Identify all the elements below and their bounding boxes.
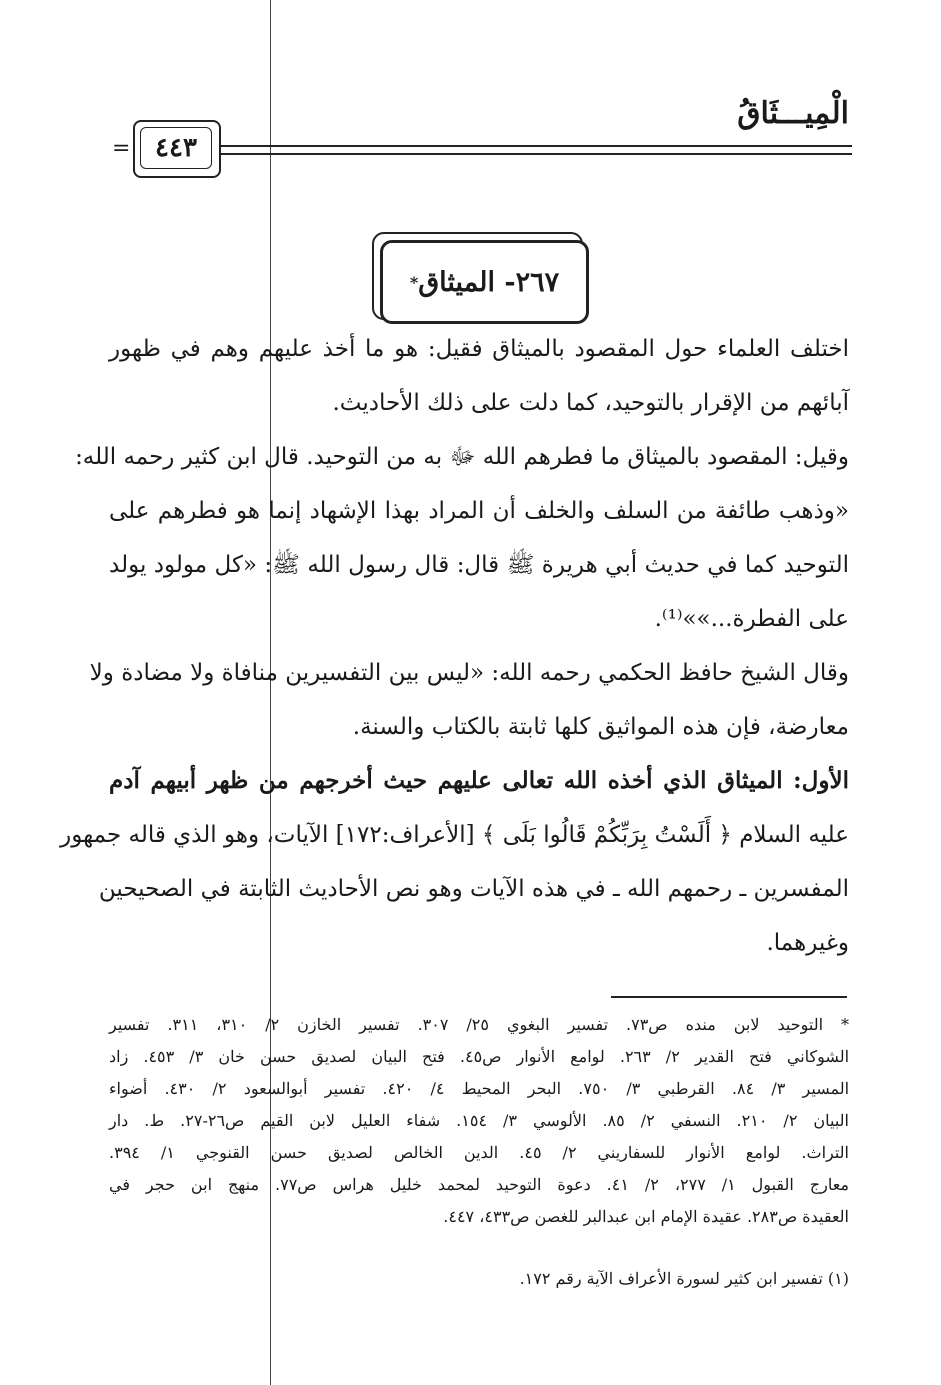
header-rule-top (219, 145, 852, 147)
body-line: وغيرهما. (766, 930, 849, 956)
body-line: اختلف العلماء حول المقصود بالميثاق فقيل: هو ما أخذ عليهم وهم في ظهور (109, 336, 849, 362)
chapter-title-marker: * (409, 272, 419, 292)
body-line: معارضة، فإن هذه المواثيق كلها ثابتة بالكتاب والسنة. (352, 714, 849, 740)
body-line: التوحيد كما في حديث أبي هريرة ﷺ قال: قال رسول الله ﷺ: «كل مولود يولد (109, 552, 849, 578)
chapter-title: ٢٦٧- الميثاق (418, 266, 560, 298)
footnote-line: * التوحيد لابن منده ص٧٣. تفسير البغوي ٢٥/ ٣٠٧. تفسير الخازن ٢/ ٣١٠، ٣١١. تفسير (109, 1015, 849, 1034)
body-line: المفسرين ـ رحمهم الله ـ في هذه الآيات وهو نص الأحاديث الثابتة في الصحيحين (98, 876, 849, 902)
footnote-line: التراث. لوامع الأنوار للسفاريني ٢/ ٤٥. الدين الخالص لصديق حسن القنوجي ١/ ٣٩٤. (109, 1143, 849, 1162)
body-line: الأول: الميثاق الذي أخذه الله تعالى عليهم حيث أخرجهم من ظهر أبيهم آدم (109, 767, 849, 794)
body-line: وقيل: المقصود بالميثاق ما فطرهم الله ﷻ به من التوحيد. قال ابن كثير رحمه الله: (75, 444, 849, 470)
body-line: على الفطرة...»»⁽¹⁾. (654, 606, 849, 632)
chapter-title-box (380, 240, 589, 324)
page-number: ٤٤٣ (140, 127, 212, 169)
footnote-line: معارج القبول ١/ ٢٧٧، ٢/ ٤١. دعوة التوحيد لمحمد خليل هراس ص٧٧. منهج ابن حجر في (109, 1175, 849, 1194)
footnote-separator (611, 996, 847, 998)
footnote-line: (١) تفسير ابن كثير لسورة الأعراف الآية رقم ١٧٢. (519, 1269, 849, 1288)
body-line: عليه السلام ﴿ أَلَسْتُ بِرَبِّكُمْ قَالُوا بَلَى ﴾ [الأعراف:١٧٢] الآيات، وهو الذي قاله جمهور (60, 822, 849, 848)
header-rule-bottom (219, 153, 852, 155)
footnote-line: البيان ٢/ ٢١٠. النسفي ٢/ ٨٥. الألوسي ٣/ ١٥٤. شفاء العليل لابن القيم ص٢٦-٢٧. ط. دار (109, 1111, 849, 1130)
header-ornament: = (112, 136, 131, 161)
footnote-line: العقيدة ص٢٨٣. عقيدة الإمام ابن عبدالبر للغصن ص٤٣٣، ٤٤٧. (443, 1207, 849, 1226)
footnote-line: المسير ٣/ ٨٤. القرطبي ٣/ ٧٥٠. البحر المحيط ٤/ ٤٢٠. تفسير أبوالسعود ٢/ ٤٣٠. أضواء (109, 1079, 850, 1098)
body-line: «وذهب طائفة من السلف والخلف أن المراد بهذا الإشهاد إنما هو فطرهم على (109, 498, 849, 524)
body-line: وقال الشيخ حافظ الحكمي رحمه الله: «ليس بين التفسيرين منافاة ولا مضادة ولا (89, 660, 849, 686)
footnote-line: الشوكاني فتح القدير ٢/ ٢٦٣. لوامع الأنوار ص٤٥. فتح البيان لصديق حسن خان ٣/ ٤٥٣. زاد (109, 1047, 850, 1066)
running-title: الْمِيـــثَاقُ (737, 96, 849, 131)
body-line: آبائهم من الإقرار بالتوحيد، كما دلت على ذلك الأحاديث. (332, 390, 849, 416)
